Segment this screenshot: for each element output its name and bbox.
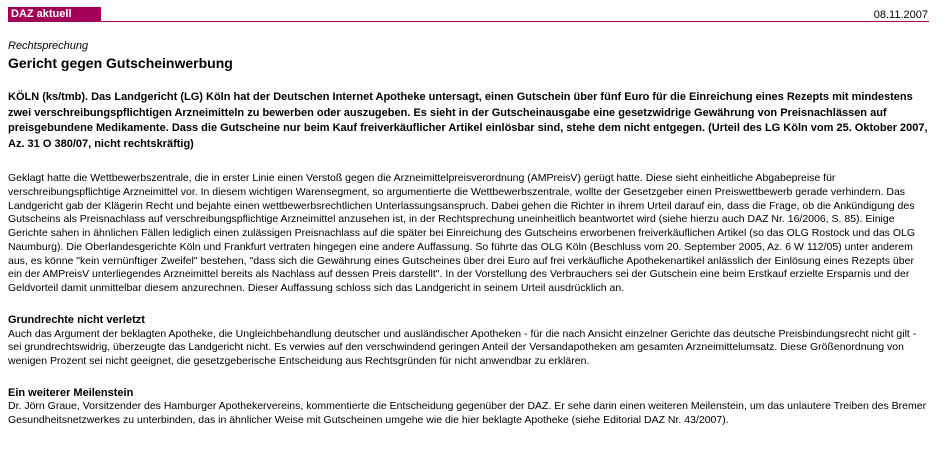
article-body: Geklagt hatte die Wettbewerbszentrale, die in erster Linie einen Verstoß gegen die Arzneimittelpreisverordnung (AMPreisV) gerügt hatte. Diese sieht einheitliche Abgabepreise für verschreibungspflichtige Arzneimittel vor. In diesem wichtigen Warensegment, so argumentierte die Wettbewerbszentrale, wollte der Gesetzgeber einen Preiswettbewerb gerade verhindern. Das Landgericht gab der Klägerin Recht und bejahte einen wettbewerbsrechtlichen Unterlassungsanspruch. Dabei gehen die Richter in ihrem Urteil darauf ein, dass die Frage, ob die Ankündigung des Gutscheins als Preisnachlass auf verschreibungspflichtige Arzneimittel anzusehen ist, in der Rechtsprechung uneinheitlich beantwortet wird (siehe hierzu auch DAZ Nr. 16/2006, S. 85). Einige Gerichte sahen in ähnlichen Fällen lediglich einen zulässigen Preisnachlass auf die später bei Einreichung des Gutscheins erworbenen freiverkäuflichen Artikel (so das OLG Rostock und das OLG Naumburg). Die Oberlandesgerichte Köln und Frankfurt vertraten hingegen eine andere Auffassung. So führte das OLG Köln (Beschluss vom 20. September 2005, Az. 6 W 112/05) unter anderem aus, es könne "kein vernünftiger Zweifel" bestehen, "dass sich die Gewährung eines Gutscheines über drei Euro auf frei verkäufliche Apothekenartikel anlässlich der Einlösung eines Rezepts über ein der AMPreisV unterliegendes Arzneimittel bereits als Nachlass auf dessen Preis darstellt". In der Vorstellung des Verbrauchers sei der Gutschein eine beim Erstkauf erzielte Ersparnis und der Geldvorteil damit unmittelbar diesem anzurechnen. Dieser Auffassung schloss sich das Landgericht in seinem Urteil ausdrücklich an. [8, 172, 916, 294]
section-label: DAZ aktuell [8, 7, 101, 22]
article-kicker: Rechtsprechung [8, 40, 89, 52]
section-heading: Grundrechte nicht verletzt [8, 313, 145, 326]
article-section [8, 314, 929, 369]
section-text: Auch das Argument der beklagten Apotheke, die Ungleichbehandlung deutscher und ausländischer Apotheken - für die nach Ansicht einzelner Gerichte das deutsche Preisbindungsrecht nicht gilt - sei grundrechtswidrig, überzeugte das Landgericht nicht. Es verwies auf den verschwindend geringen Anteil der Versandapotheken am gesamten Arzneimittelumsatz. Diese Größenordnung von wenigen Prozent sei nicht geeignet, die gesetzgeberische Entscheidung aus Rechtsgründen für nicht anwendbar zu erklären. [8, 327, 917, 367]
article-lead: KÖLN (ks/tmb). Das Landgericht (LG) Köln hat der Deutschen Internet Apotheke untersagt, einen Gutschein über fünf Euro für die Einreichung eines Rezepts mit mindestens zwei verschreibungspflichtigen Arzneimitteln zu bewerben oder auszugeben. Es sieht in der Gutscheinausgabe eine gesetzwidrige Gewährung von Preisnachlässen auf preisgebundene Medikamente. Dass die Gutscheine nur beim Kauf freiverkäuflicher Artikel einlösbar sind, stehe dem nicht entgegen. (Urteil des LG Köln vom 25. Oktober 2007, Az. 31 O 380/07, nicht rechtskräftig) [8, 91, 928, 150]
article-section [8, 387, 929, 428]
article [8, 40, 929, 428]
section-text: Dr. Jörn Graue, Vorsitzender des Hamburger Apothekervereins, kommentierte die Entscheidung gegenüber der DAZ. Er sehe darin einen weiteren Meilenstein, um das unlautere Treiben des Bremer Gesundheitsnetzwerkes zu unterbinden, das in ähnlicher Weise mit Gutscheinen umgehe wie die hier beklagte Apotheke (siehe Editorial DAZ Nr. 43/2007). [8, 400, 927, 427]
article-title: Gericht gegen Gutscheinwerbung [8, 55, 233, 71]
publication-date: 08.11.2007 [873, 9, 928, 21]
page-header [8, 7, 929, 22]
section-heading: Ein weiterer Meilenstein [8, 386, 134, 399]
